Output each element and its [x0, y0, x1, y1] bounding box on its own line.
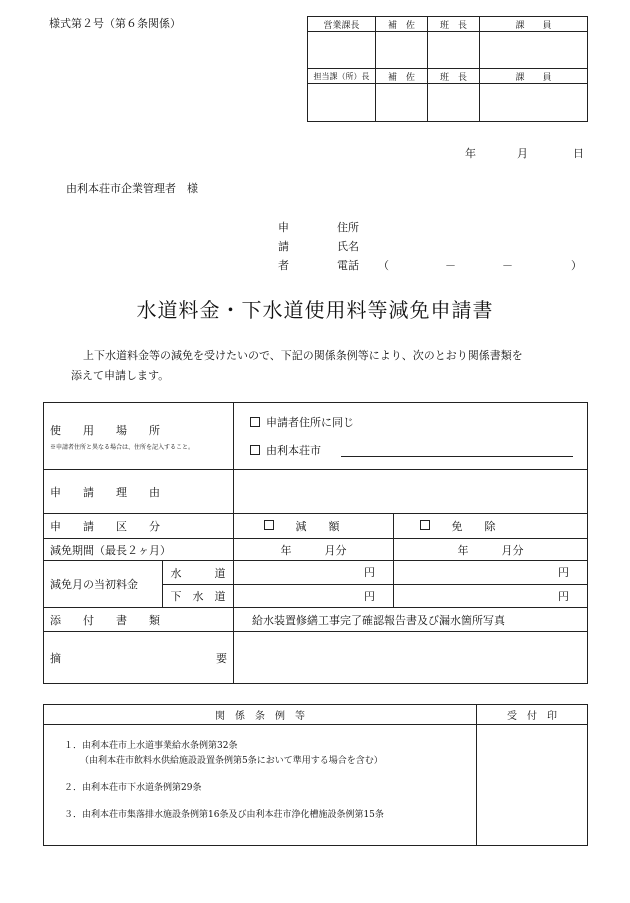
reason-input[interactable] [234, 470, 588, 514]
intro-line: 添えて申請します。 [71, 369, 170, 382]
date-month: 月 [517, 147, 528, 160]
addressee: 由利本荘市企業管理者 様 [66, 182, 198, 195]
address-label: 住所 [337, 221, 359, 234]
stamp-header: 班 長 [428, 69, 480, 84]
attachments-label: 添 付 書 類 [44, 608, 234, 632]
references-table [43, 704, 588, 846]
phone-label: 電話 [337, 259, 359, 272]
water-label: 水 道 [163, 561, 233, 585]
reason-label: 申 請 理 由 [44, 470, 234, 514]
stamp-box [428, 84, 480, 122]
remarks-label-cell [44, 632, 234, 684]
exempt-label: 免 除 [451, 520, 496, 533]
sewer-fee-input-1[interactable]: 円 [234, 584, 394, 608]
city-address-label: 由利本荘市 [266, 444, 321, 457]
reduce-label: 減 額 [295, 520, 340, 533]
stamp-box [376, 84, 428, 122]
stamp-box [480, 32, 588, 69]
sewer-label: 下 水 道 [170, 590, 226, 603]
place-value-cell [234, 403, 588, 470]
category-reduce-cell [234, 514, 394, 539]
stamp-header: 課 員 [480, 69, 588, 84]
reference-item: ２．由利本荘市下水道条例第29条 [64, 783, 202, 793]
name-label: 氏名 [337, 240, 359, 253]
stamp-box [308, 84, 376, 122]
stamp-header: 課 員 [480, 17, 588, 32]
reduce-checkbox[interactable] [264, 520, 274, 530]
exempt-checkbox[interactable] [420, 520, 430, 530]
water-fee-input-1[interactable]: 円 [234, 561, 394, 585]
place-label: 使 用 場 所 [50, 423, 160, 437]
receipt-header: 受 付 印 [477, 705, 588, 725]
attachments-value: 給水装置修繕工事完了確認報告書及び漏水箇所写真 [234, 608, 588, 632]
reference-text: １．由利本荘市上水道事業給水条例第32条 [64, 741, 238, 751]
period-input-2[interactable]: 年 月分 [394, 539, 588, 561]
stamp-header: 班 長 [428, 17, 480, 32]
period-label: 減免期間（最長２ヶ月） [44, 539, 234, 561]
category-label: 申 請 区 分 [44, 514, 234, 539]
receipt-stamp-box [477, 725, 588, 846]
applicant-label: 申請者 [278, 221, 289, 272]
remarks-label-right: 要 [216, 651, 227, 665]
initial-fee-cell [44, 561, 234, 608]
reference-item: ３．由利本荘市集落排水施設条例第16条及び由利本荘市浄化槽施設条例第15条 [64, 810, 384, 820]
remarks-input[interactable] [234, 632, 588, 684]
water-fee-input-2[interactable]: 円 [394, 561, 588, 585]
place-label-cell [44, 403, 234, 470]
form-number: 様式第２号（第６条関係） [49, 17, 181, 30]
application-form-table [43, 402, 588, 684]
remarks-label-left: 摘 [50, 651, 61, 665]
same-address-label: 申請者住所に同じ [266, 416, 354, 429]
references-header: 関 係 条 例 等 [44, 705, 477, 725]
stamp-header: 補 佐 [376, 69, 428, 84]
date-line [465, 145, 584, 161]
stamp-box [428, 32, 480, 69]
city-address-input[interactable] [341, 444, 573, 457]
initial-fee-label: 減免月の当初料金 [44, 561, 163, 607]
date-day: 日 [573, 147, 584, 160]
place-note: ※申請者住所と異なる場合は、住所を記入すること。 [50, 443, 195, 451]
intro-text [71, 346, 571, 386]
stamp-box [376, 32, 428, 69]
category-exempt-cell [394, 514, 588, 539]
date-year: 年 [465, 147, 476, 160]
intro-line: 上下水道料金等の減免を受けたいので、下記の関係条例等により、次のとおり関係書類を [83, 349, 523, 362]
phone-open: （ [378, 259, 389, 272]
reference-item [64, 739, 460, 769]
phone-dash: － [445, 259, 456, 272]
references-list [44, 725, 477, 846]
period-input-1[interactable]: 年 月分 [234, 539, 394, 561]
approval-stamp-table [307, 16, 588, 122]
stamp-box [480, 84, 588, 122]
reference-subtext: （由利本荘市飲料水供給施設設置条例第5条において準用する場合を含む） [80, 756, 383, 766]
phone-close: ） [571, 259, 582, 272]
sewer-fee-input-2[interactable]: 円 [394, 584, 588, 608]
city-address-checkbox[interactable] [250, 445, 260, 455]
stamp-header: 営業課長 [308, 17, 376, 32]
stamp-header: 担当課（所）長 [308, 69, 376, 84]
phone-dash: － [502, 259, 513, 272]
stamp-header: 補 佐 [376, 17, 428, 32]
stamp-box [308, 32, 376, 69]
page-title: 水道料金・下水道使用料等減免申請書 [136, 298, 494, 322]
same-address-checkbox[interactable] [250, 417, 260, 427]
